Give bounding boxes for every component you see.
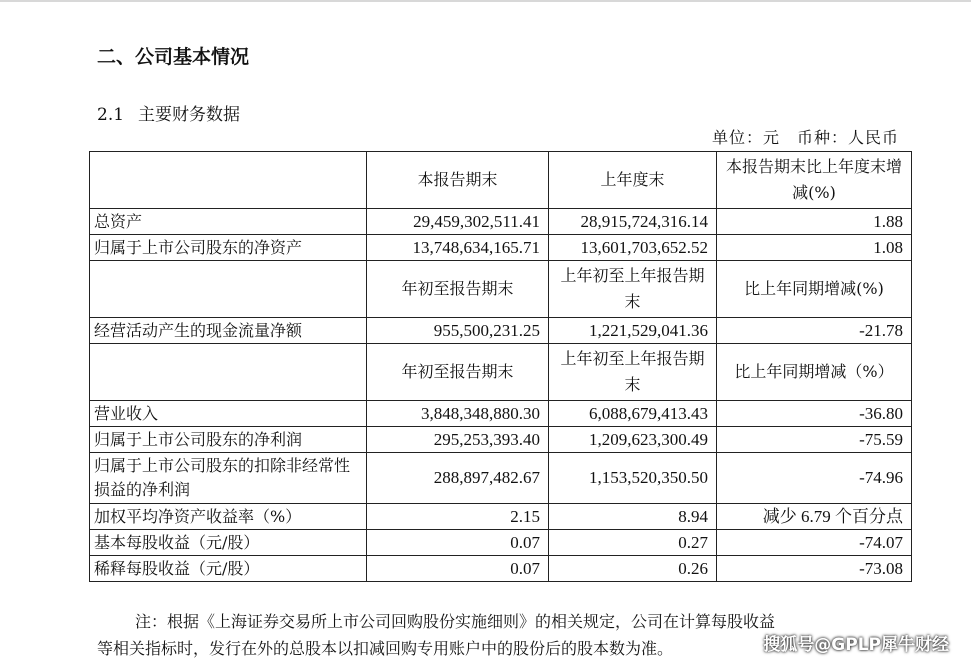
value-cell: 减少 6.79 个百分点 — [717, 504, 912, 530]
table-subheader-row — [90, 344, 912, 401]
subsection-number: 2.1 — [97, 105, 125, 125]
table-row — [90, 504, 912, 530]
value-cell: -36.80 — [717, 401, 912, 427]
value-cell: -73.08 — [717, 556, 912, 582]
header-blank-cell — [90, 344, 367, 401]
header-cell: 上年初至上年报告期末 — [549, 261, 717, 318]
value-cell: 1.88 — [717, 209, 912, 235]
value-cell: 0.07 — [367, 556, 549, 582]
financial-data-table — [89, 151, 912, 582]
value-cell: 8.94 — [549, 504, 717, 530]
value-cell: -75.59 — [717, 427, 912, 453]
table-header-row — [90, 152, 912, 209]
row-label: 归属于上市公司股东的扣除非经常性损益的净利润 — [90, 453, 367, 504]
value-cell: -74.96 — [717, 453, 912, 504]
header-cell: 年初至报告期末 — [367, 344, 549, 401]
header-blank-cell — [90, 152, 367, 209]
row-label: 总资产 — [90, 209, 367, 235]
unit-currency-line: 单位：元 币种：人民币 — [711, 128, 899, 147]
row-label: 营业收入 — [90, 401, 367, 427]
table-row — [90, 235, 912, 261]
value-cell: 2.15 — [367, 504, 549, 530]
value-cell: 955,500,231.25 — [367, 318, 549, 344]
table-subheader-row — [90, 261, 912, 318]
subsection-title: 主要财务数据 — [138, 105, 241, 125]
top-divider — [0, 0, 971, 2]
header-cell: 比上年同期增减（%） — [717, 344, 912, 401]
value-cell: 1,221,529,041.36 — [549, 318, 717, 344]
table-row — [90, 209, 912, 235]
value-cell: 0.07 — [367, 530, 549, 556]
value-cell: 1,209,623,300.49 — [549, 427, 717, 453]
subsection-heading — [97, 100, 240, 125]
value-cell: 0.27 — [549, 530, 717, 556]
row-label: 基本每股收益（元/股） — [90, 530, 367, 556]
value-cell: 3,848,348,880.30 — [367, 401, 549, 427]
table-row — [90, 318, 912, 344]
row-label: 稀释每股收益（元/股） — [90, 556, 367, 582]
footnote-line-1: 注：根据《上海证券交易所上市公司回购股份实施细则》的相关规定，公司在计算每股收益 — [135, 612, 776, 631]
table-row — [90, 453, 912, 504]
table-row — [90, 556, 912, 582]
value-cell: 29,459,302,511.41 — [367, 209, 549, 235]
row-label: 加权平均净资产收益率（%） — [90, 504, 367, 530]
header-blank-cell — [90, 261, 367, 318]
header-cell: 本报告期末比上年度末增减(%) — [717, 152, 912, 209]
watermark: 搜狐号@GPLP犀牛财经 — [763, 635, 949, 655]
value-cell: 6,088,679,413.43 — [549, 401, 717, 427]
value-cell: 13,748,634,165.71 — [367, 235, 549, 261]
value-cell: 13,601,703,652.52 — [549, 235, 717, 261]
value-cell: 1.08 — [717, 235, 912, 261]
row-label: 归属于上市公司股东的净资产 — [90, 235, 367, 261]
header-cell: 上年初至上年报告期末 — [549, 344, 717, 401]
value-cell: 295,253,393.40 — [367, 427, 549, 453]
table-row — [90, 530, 912, 556]
value-cell: 288,897,482.67 — [367, 453, 549, 504]
row-label: 归属于上市公司股东的净利润 — [90, 427, 367, 453]
row-label: 经营活动产生的现金流量净额 — [90, 318, 367, 344]
header-cell: 比上年同期增减(%) — [717, 261, 912, 318]
section-title: 二、公司基本情况 — [97, 46, 250, 68]
header-cell: 本报告期末 — [367, 152, 549, 209]
table-row — [90, 427, 912, 453]
header-cell: 年初至报告期末 — [367, 261, 549, 318]
value-cell: 0.26 — [549, 556, 717, 582]
value-cell: 28,915,724,316.14 — [549, 209, 717, 235]
value-cell: -74.07 — [717, 530, 912, 556]
footnote-line-2: 等相关指标时，发行在外的总股本以扣减回购专用账户中的股份后的股本数为准。 — [97, 639, 674, 658]
header-cell: 上年度末 — [549, 152, 717, 209]
value-cell: 1,153,520,350.50 — [549, 453, 717, 504]
value-cell: -21.78 — [717, 318, 912, 344]
table-row — [90, 401, 912, 427]
